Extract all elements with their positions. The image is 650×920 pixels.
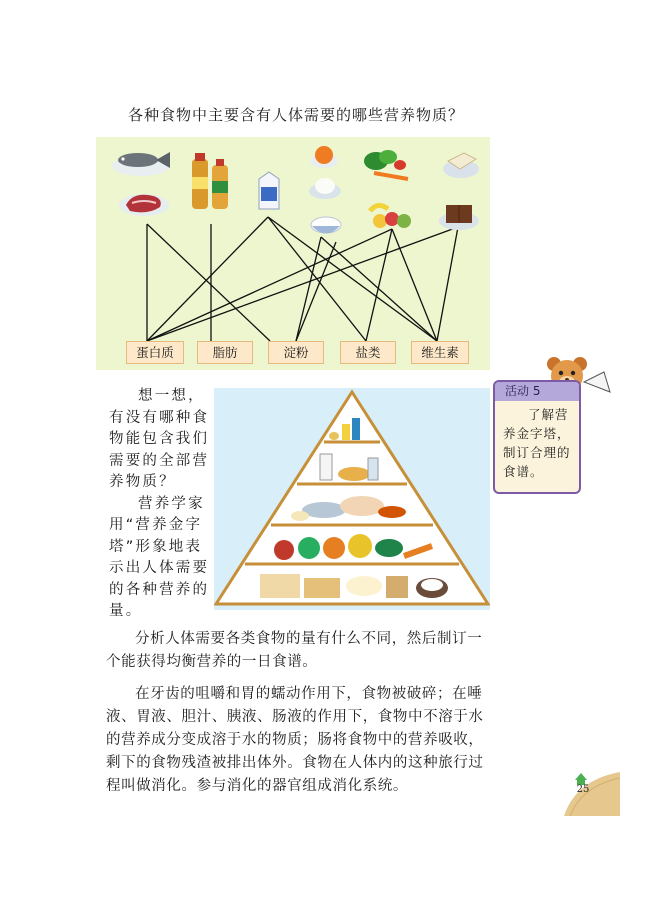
fish-image — [110, 144, 172, 178]
body-paragraph-1: 分析人体需要各类食物的量有什么不同，然后制订一个能获得均衡营养的一日食谱。 — [106, 631, 483, 670]
food-nutrient-matching-diagram — [96, 137, 490, 370]
question-heading: 各种食物中主要含有人体需要的哪些营养物质？ — [128, 106, 465, 124]
chocolate-image — [438, 199, 480, 231]
body-text — [106, 628, 490, 798]
side-text-question: 想一想，有没有哪种食物能包含我们需要的全部营养物质？ — [109, 388, 210, 490]
nutrient-protein-box: 蛋白质 — [126, 341, 184, 364]
nutrient-starch-box: 淀粉 — [268, 341, 324, 364]
activity-text: 了解营养金字塔，制订合理的食谱。 — [503, 407, 571, 479]
flour-image — [308, 173, 342, 201]
oil-bottles-image — [188, 151, 236, 213]
tofu-image — [442, 149, 480, 179]
nutrient-vitamins-box: 维生素 — [411, 341, 469, 364]
side-text-pyramid-intro: 营养学家用“营养金字塔”形象地表示出人体需要的各种营养的量。 — [109, 495, 210, 619]
page-number: 25 — [576, 784, 590, 795]
activity-card — [493, 380, 581, 494]
orange-image — [309, 143, 339, 169]
nutrient-fat-box: 脂肪 — [197, 341, 253, 364]
vegetables-image — [358, 143, 418, 183]
rice-bowl-image — [308, 211, 344, 239]
nutrient-salts-box: 盐类 — [340, 341, 396, 364]
body-paragraph-2: 在牙齿的咀嚼和胃的蠕动作用下，食物被破碎；在唾液、胃液、胆汁、胰液、肠液的作用下，食物中不溶于水的营养成分变成溶于水的物质；肠将食物中的营养吸收，剩下的食物残渣被排出体外。食物在人体内的这种旅行过程叫做消化。参与消化的器官组成消化系统。 — [106, 686, 484, 794]
side-text — [109, 386, 211, 623]
food-pyramid-illustration — [214, 388, 490, 610]
meat-image — [118, 185, 170, 219]
milk-carton-image — [256, 171, 282, 211]
fruit-image — [366, 199, 416, 233]
activity-title: 活动 5 — [495, 382, 579, 401]
